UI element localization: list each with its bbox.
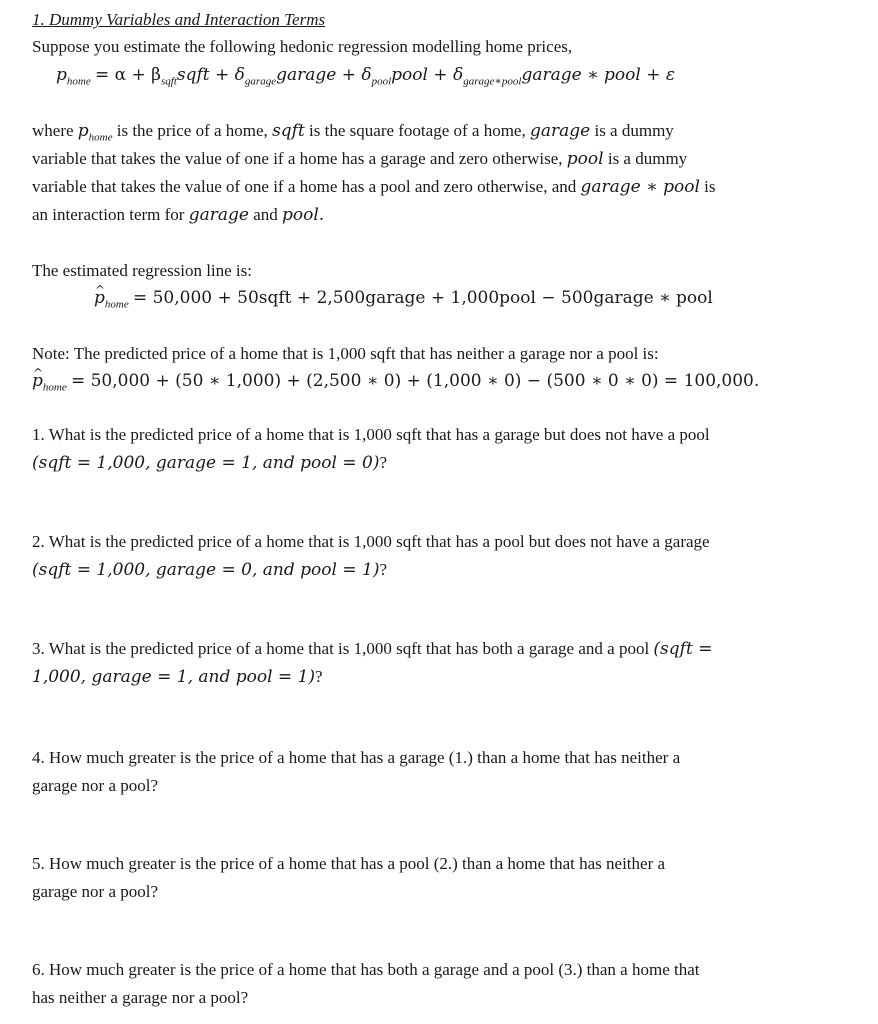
question-5-line-2: garage nor a pool?: [32, 882, 159, 901]
question-4-line-1: 4. How much greater is the price of a home that has a garage (1.) than a home that has neither a: [32, 748, 681, 767]
question-3-line-2: 1,000, garage = 1, and pool = 1)?: [32, 667, 323, 687]
intro-text: Suppose you estimate the following hedonic regression modelling home prices,: [32, 37, 573, 56]
question-1-line-2: (sqft = 1,000, garage = 1, and pool = 0)?: [32, 453, 387, 473]
definition-line-1: where $p_{home}$ is the price of a home, sqft is the square footage of a home, garage is a dummy: [32, 121, 674, 144]
question-1-line-1: 1. What is the predicted price of a home that is 1,000 sqft that has a garage but does not have a pool: [32, 425, 710, 444]
note-equation: ^ $p_{home} = 50,000 + (50$ ∗ 1,000) + (2,500 ∗ 0) + (1,000 ∗ 0) − (500 ∗ 0 ∗ 0) = 100,000.: [32, 367, 838, 401]
definition-line-2: variable that takes the value of one if a home has a garage and zero otherwise, pool is a dummy: [32, 149, 688, 169]
question-2-line-2: (sqft = 1,000, garage = 0, and pool = 1)?: [32, 560, 387, 580]
question-2-line-1: 2. What is the predicted price of a home that is 1,000 sqft that has a pool but does not have a garage: [32, 532, 710, 551]
section-title: 1. Dummy Variables and Interaction Terms: [32, 10, 326, 29]
estimated-equation: ^ $p_{home} = 50,000$ + 50sqft + 2,500garage + 1,000pool − 500garage ∗ pool: [94, 284, 838, 318]
question-5-line-1: 5. How much greater is the price of a home that has a pool (2.) than a home that has neither a: [32, 854, 666, 873]
question-3-line-1: 3. What is the predicted price of a home that is 1,000 sqft that has both a garage and a pool (sqft =: [32, 639, 713, 659]
question-4-line-2: garage nor a pool?: [32, 776, 159, 795]
definition-line-4: an interaction term for garage and pool.: [32, 205, 325, 225]
note-text: Note: The predicted price of a home that is 1,000 sqft that has neither a garage nor a pool is:: [32, 344, 659, 363]
model-equation: $p_{home} = \alpha$ + $\beta_{sqft}sqft$ + $\delta_{garage}garage$ + $\delta_{pool}pool$ + $\delta_{garage∗pool}garage$ ∗ pool + ε: [56, 65, 676, 88]
definition-line-3: variable that takes the value of one if a home has a pool and zero otherwise, and garage ∗ pool is: [32, 177, 716, 197]
question-6-line-2: has neither a garage nor a pool?: [32, 988, 249, 1007]
estimated-label: The estimated regression line is:: [32, 261, 252, 280]
question-6-line-1: 6. How much greater is the price of a home that has both a garage and a pool (3.) than a home that: [32, 960, 700, 979]
